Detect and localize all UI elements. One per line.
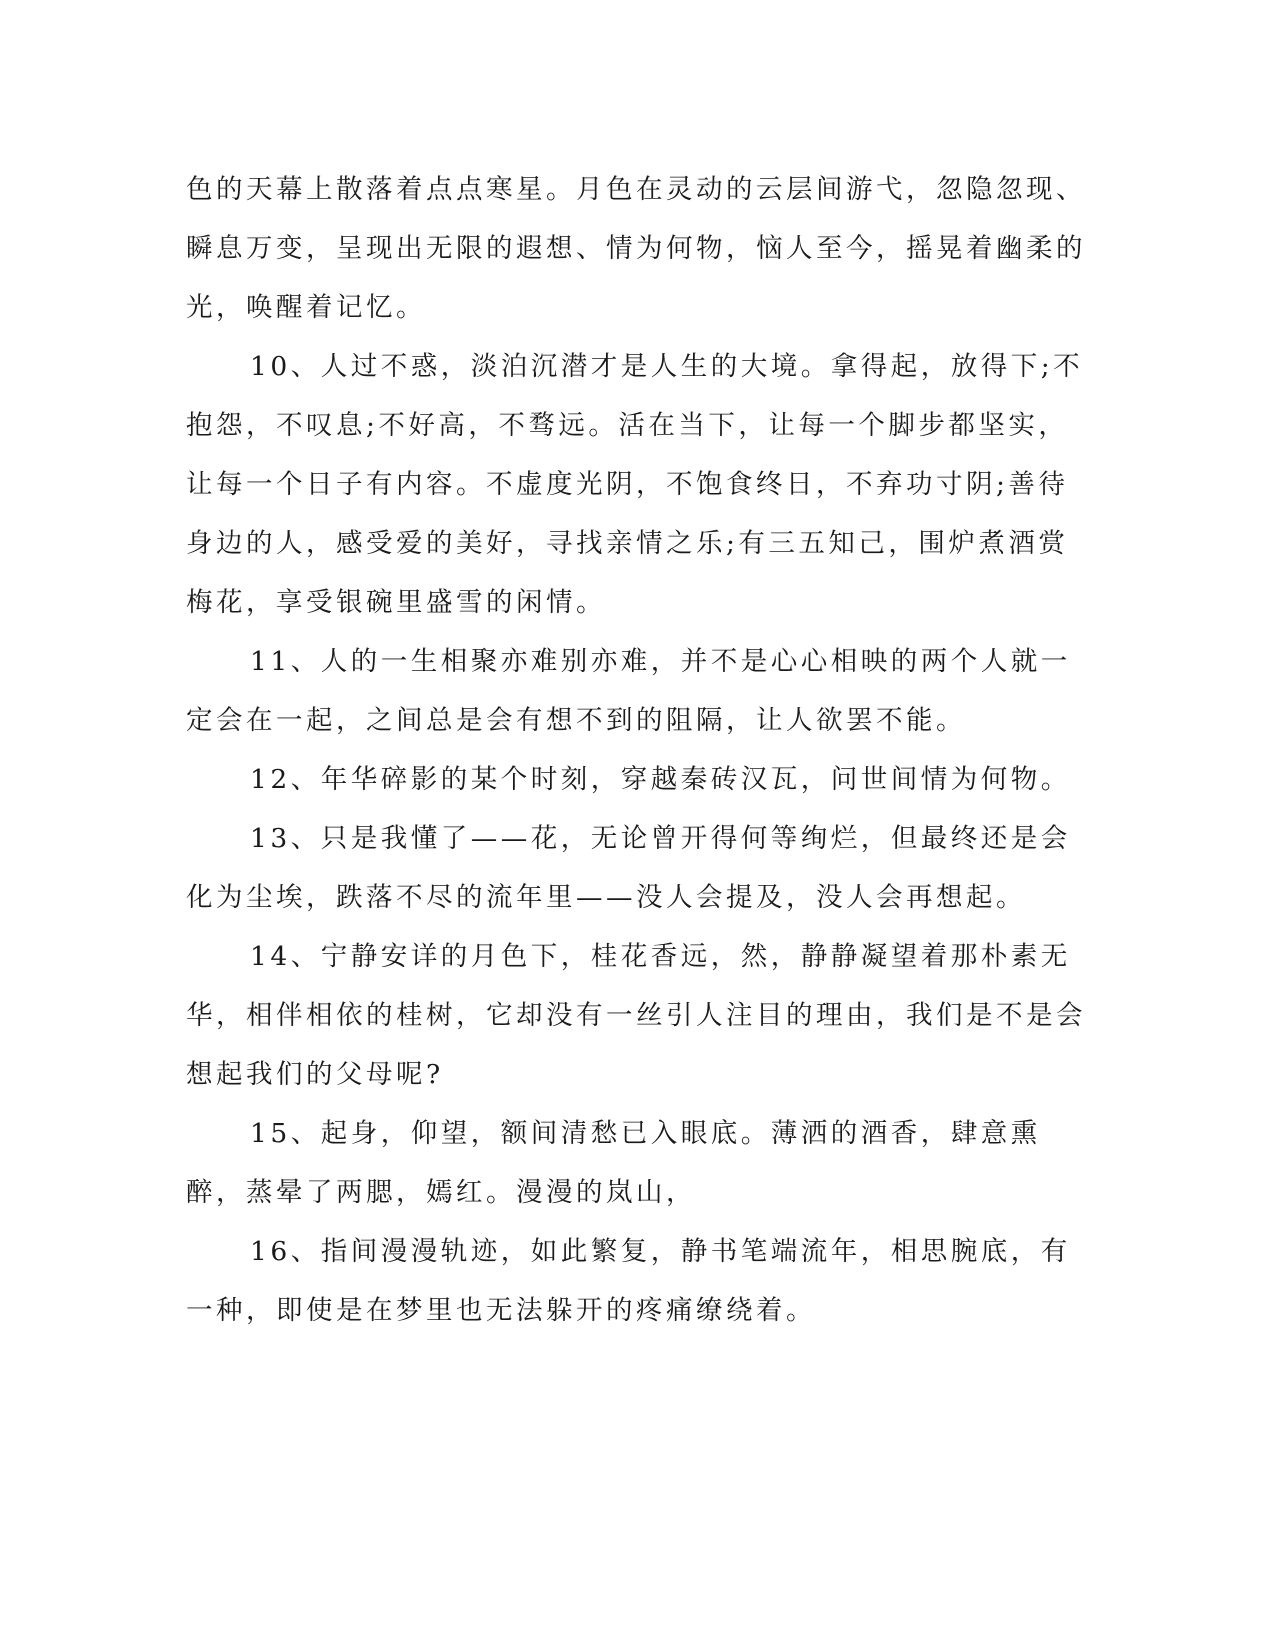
paragraph-15: 15、起身，仰望，额间清愁已入眼底。薄洒的酒香，肆意熏醉，蒸晕了两腮，嫣红。漫漫的岚山， <box>186 1118 1041 1208</box>
paragraph-16: 16、指间漫漫轨迹，如此繁复，静书笔端流年，相思腕底，有一种，即使是在梦里也无法躲开的疼痛缭绕着。 <box>186 1236 1071 1326</box>
paragraph-12: 12、年华碎影的某个时刻，穿越秦砖汉瓦，问世间情为何物。 <box>250 764 1071 795</box>
document-body <box>186 160 1086 1340</box>
paragraph-14: 14、宁静安详的月色下，桂花香远，然，静静凝望着那朴素无华，相伴相依的桂树，它却没有一丝引人注目的理由，我们是不是会想起我们的父母呢? <box>186 941 1086 1090</box>
paragraph-continuation: 色的天幕上散落着点点寒星。月色在灵动的云层间游弋，忽隐忽现、瞬息万变，呈现出无限的遐想、情为何物，恼人至今，摇晃着幽柔的光，唤醒着记忆。 <box>186 174 1086 323</box>
paragraph-13: 13、只是我懂了——花，无论曾开得何等绚烂，但最终还是会化为尘埃，跌落不尽的流年里——没人会提及，没人会再想起。 <box>186 823 1071 913</box>
paragraph-10: 10、人过不惑，淡泊沉潜才是人生的大境。拿得起，放得下;不抱怨，不叹息;不好高，不骛远。活在当下，让每一个脚步都坚实，让每一个日子有内容。不虚度光阴，不饱食终日，不弃功寸阴;善待身边的人，感受爱的美好，寻找亲情之乐;有三五知己，围炉煮酒赏梅花，享受银碗里盛雪的闲情。 <box>186 351 1084 618</box>
paragraph-11: 11、人的一生相聚亦难别亦难，并不是心心相映的两个人就一定会在一起，之间总是会有想不到的阻隔，让人欲罢不能。 <box>186 646 1071 736</box>
